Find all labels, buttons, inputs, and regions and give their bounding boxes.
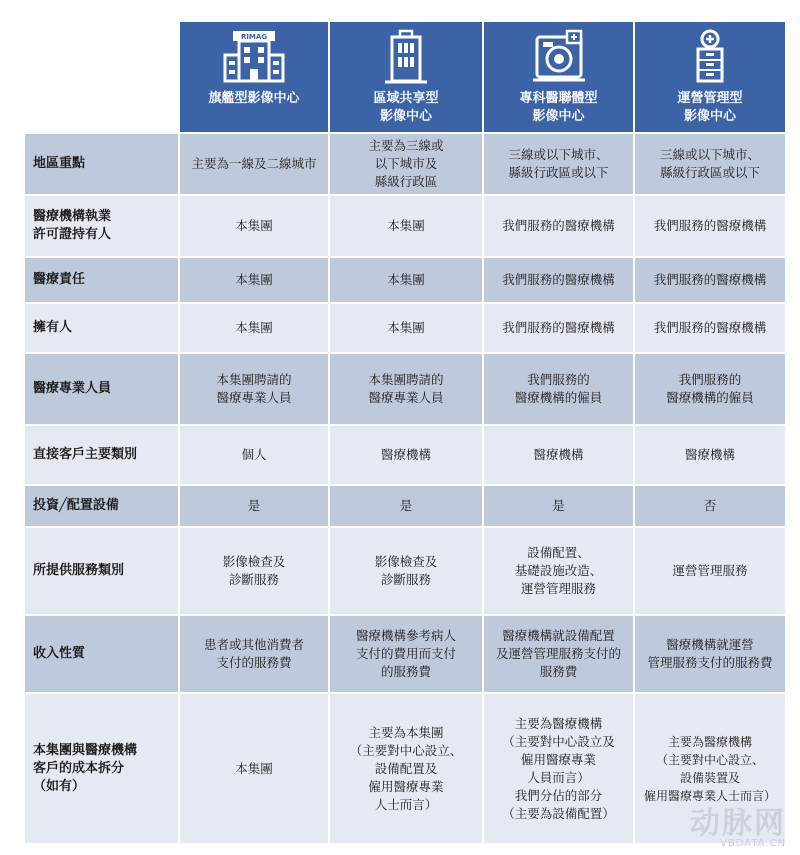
medical-cabinet-icon [690, 28, 730, 86]
table-cell: 本集團聘請的 醫療專業人員 [328, 352, 482, 424]
table-cell: 主要為醫療機構 （主要對中心設立、 設備裝置及 僱用醫療專業人士而言） [633, 692, 785, 843]
table-cell: 我們服務的醫療機構 [482, 256, 633, 302]
row-label-medical-liability: 醫療責任 [25, 256, 178, 302]
header-title: 專科醫聯體型 影像中心 [519, 91, 598, 124]
table-cell: 本集團 [178, 256, 328, 302]
tall-building-icon [381, 28, 431, 86]
table-cell: 醫療機構 [633, 424, 785, 484]
row-label-customer-type: 直接客戶主要類別 [25, 424, 178, 484]
table-cell: 我們服務的醫療機構 [633, 302, 785, 352]
table-cell: 主要為醫療機構 （主要對中心設立及 僱用醫療專業 人員而言） 我們分佔的部分 （主要為設備配置） [482, 692, 633, 843]
table-cell: 影像檢查及 診斷服務 [178, 526, 328, 614]
table-cell: 設備配置、 基礎設施改造、 運營管理服務 [482, 526, 633, 614]
table-cell: 本集團 [328, 194, 482, 256]
table-cell: 我們服務的醫療機構 [633, 256, 785, 302]
header-col-specialty [482, 22, 633, 132]
header-title: 旗艦型影像中心 [208, 91, 300, 106]
table-cell: 我們服務的醫療機構 [633, 194, 785, 256]
header-title: 區域共享型 影像中心 [373, 91, 439, 124]
table-cell: 三線或以下城市、 縣級行政區或以下 [482, 132, 633, 194]
hospital-building-icon [219, 28, 289, 86]
table-cell: 三線或以下城市、 縣級行政區或以下 [633, 132, 785, 194]
table-cell: 本集團 [178, 194, 328, 256]
logo-text: RIMAG [240, 33, 268, 41]
table-cell: 個人 [178, 424, 328, 484]
table-cell: 醫療機構就設備配置 及運營管理服務支付的 服務費 [482, 614, 633, 692]
table-cell: 運營管理服務 [633, 526, 785, 614]
row-label-cost-split: 本集團與醫療機構 客戶的成本拆分 （如有） [25, 692, 178, 843]
table-cell: 醫療機構 [482, 424, 633, 484]
mri-scanner-icon [531, 28, 587, 86]
table-cell: 是 [328, 484, 482, 526]
row-label-revenue-nature: 收入性質 [25, 614, 178, 692]
table-cell: 本集團 [328, 302, 482, 352]
row-label-medical-staff: 醫療專業人員 [25, 352, 178, 424]
table-cell: 我們服務的醫療機構 [482, 302, 633, 352]
table-cell: 醫療機構就運營 管理服務支付的服務費 [633, 614, 785, 692]
row-label-license-holder: 醫療機構執業 許可證持有人 [25, 194, 178, 256]
table-cell: 本集團 [178, 692, 328, 843]
table-cell: 我們服務的醫療機構 [482, 194, 633, 256]
table-cell: 醫療機構 [328, 424, 482, 484]
table-corner [25, 22, 178, 132]
watermark-main: 动脉网 [690, 806, 786, 841]
table-cell: 是 [178, 484, 328, 526]
table-cell: 主要為本集團 （主要對中心設立、 設備配置及 僱用醫療專業 人士而言） [328, 692, 482, 843]
table-cell: 本集團聘請的 醫療專業人員 [178, 352, 328, 424]
header-col-regional [328, 22, 482, 132]
header-col-flagship [178, 22, 328, 132]
table-cell: 患者或其他消費者 支付的服務費 [178, 614, 328, 692]
table-cell: 主要為三線或 以下城市及 縣級行政區 [328, 132, 482, 194]
table-cell: 影像檢查及 診斷服務 [328, 526, 482, 614]
header-col-operation [633, 22, 785, 132]
watermark [690, 798, 786, 849]
table-cell: 本集團 [178, 302, 328, 352]
table-cell: 是 [482, 484, 633, 526]
row-label-owner: 擁有人 [25, 302, 178, 352]
row-label-service-type: 所提供服務類別 [25, 526, 178, 614]
header-title: 運營管理型 影像中心 [677, 91, 743, 124]
row-label-region: 地區重點 [25, 132, 178, 194]
table-cell: 醫療機構參考病人 支付的費用而支付 的服務費 [328, 614, 482, 692]
row-label-equipment-investment: 投資╱配置設備 [25, 484, 178, 526]
table-cell: 否 [633, 484, 785, 526]
table-cell: 我們服務的 醫療機構的僱員 [482, 352, 633, 424]
comparison-table [25, 22, 785, 843]
watermark-sub: VBDATA.CN [720, 838, 786, 849]
table-cell: 我們服務的 醫療機構的僱員 [633, 352, 785, 424]
table-cell: 本集團 [328, 256, 482, 302]
table-cell: 主要為一線及二線城市 [178, 132, 328, 194]
